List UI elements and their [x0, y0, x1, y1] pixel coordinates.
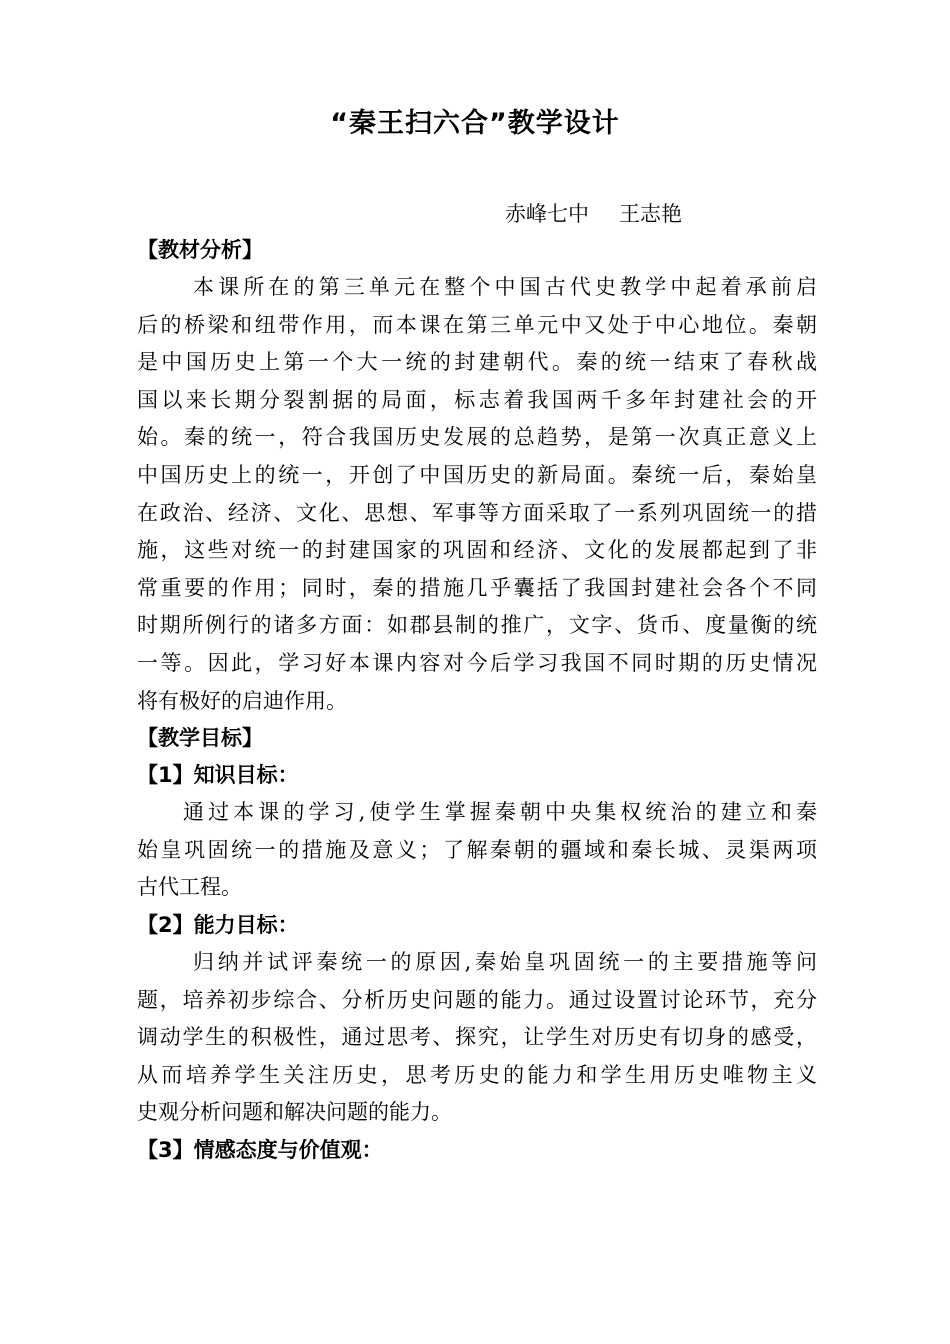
text-line: 将有极好的启迪作用。	[137, 688, 347, 713]
material-paragraph	[137, 269, 817, 720]
text-line: 从而培养学生关注历史，思考历史的能力和学生用历史唯物主义	[137, 1062, 817, 1087]
material-heading: 【教材分析】	[137, 238, 263, 262]
goals-heading: 【教学目标】	[137, 726, 263, 751]
text-line: 归纳并试评秦统一的原因,秦始皇巩固统一的主要措施等问	[193, 949, 817, 974]
text-line: 调动学生的积极性，通过思考、探究，让学生对历史有切身的感受，	[137, 1025, 817, 1050]
text-line: 本课所在的第三单元在整个中国古代史教学中起着承前启	[193, 275, 817, 299]
text-line: 常重要的作用；同时，秦的措施几乎囊括了我国封建社会各个不同	[137, 575, 817, 600]
text-line: 通过本课的学习,使学生掌握秦朝中央集权统治的建立和秦	[183, 800, 817, 825]
knowledge-heading: 【1】知识目标：	[137, 763, 299, 788]
text-line: 题，培养初步综合、分析历史问题的能力。通过设置讨论环节，充分	[137, 987, 817, 1012]
text-line: 古代工程。	[137, 875, 242, 900]
text-line: 始。秦的统一，符合我国历史发展的总趋势，是第一次真正意义上	[137, 425, 817, 450]
text-line: 史观分析问题和解决问题的能力。	[137, 1100, 452, 1125]
document-body	[137, 232, 817, 1169]
text-line: 在政治、经济、文化、思想、军事等方面采取了一系列巩固统一的措	[137, 500, 817, 525]
text-line: 国以来长期分裂割据的局面，标志着我国两千多年封建社会的开	[137, 387, 817, 412]
text-line: 时期所例行的诸多方面：如郡县制的推广，文字、货币、度量衡的统	[137, 613, 817, 638]
text-line: 一等。因此，学习好本课内容对今后学习我国不同时期的历史情况	[137, 650, 817, 675]
text-line: 始皇巩固统一的措施及意义；了解秦朝的疆域和秦长城、灵渠两项	[137, 837, 817, 862]
text-line: 后的桥梁和纽带作用，而本课在第三单元中又处于中心地位。秦朝	[137, 312, 817, 337]
text-line: 中国历史上的统一，开创了中国历史的新局面。秦统一后，秦始皇	[137, 462, 817, 487]
ability-heading: 【2】能力目标：	[137, 912, 299, 937]
text-line: 施，这些对统一的封建国家的巩固和经济、文化的发展都起到了非	[137, 538, 817, 563]
emotion-heading: 【3】情感态度与价值观：	[137, 1137, 383, 1162]
author-school: 赤峰七中	[505, 202, 589, 226]
author-line	[505, 198, 682, 230]
document-title: “秦王扫六合”教学设计	[330, 108, 620, 139]
author-name: 王志艳	[619, 202, 682, 226]
text-line: 是中国历史上第一个大一统的封建朝代。秦的统一结束了春秋战	[137, 350, 817, 375]
ability-paragraph	[137, 944, 817, 1132]
knowledge-paragraph	[137, 794, 817, 907]
